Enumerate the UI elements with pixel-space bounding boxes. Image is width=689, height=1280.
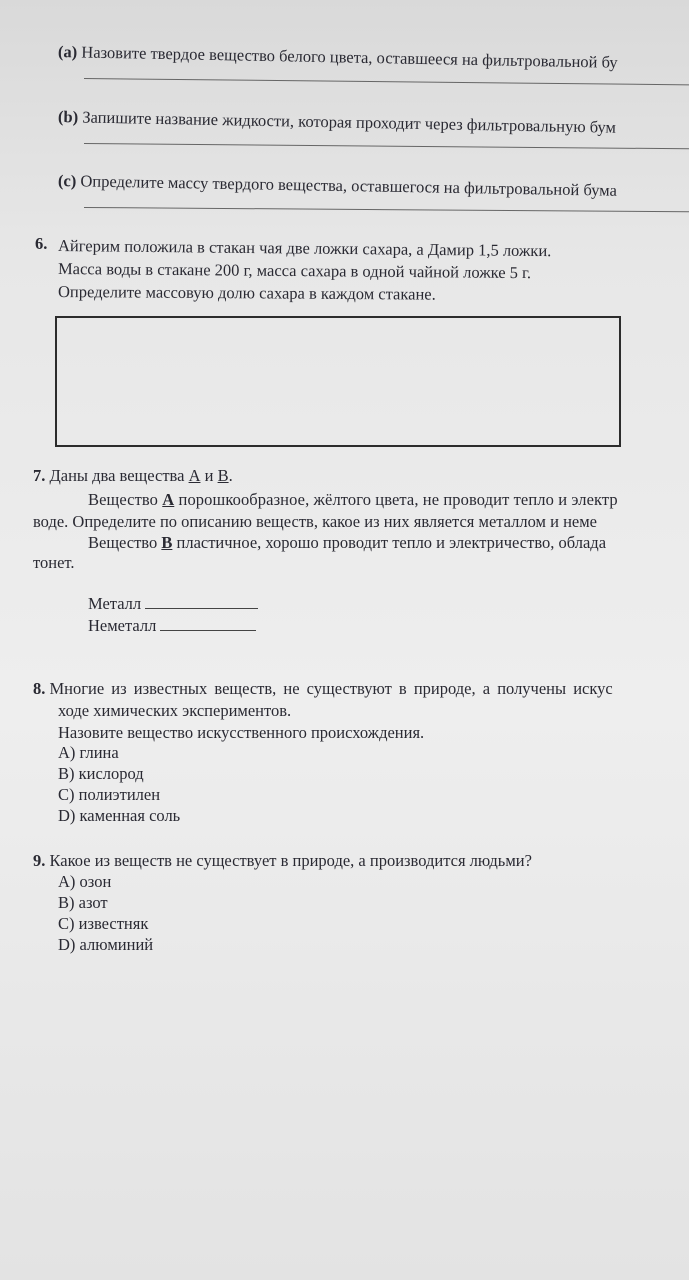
q5b-line: [58, 107, 616, 138]
q7-dot: .: [228, 466, 233, 485]
q5b-answer-line[interactable]: [84, 143, 689, 149]
q7-a1-pre: Вещество: [88, 490, 159, 509]
q5b-text: Запишите название жидкости, которая проходит через фильтровальную бум: [82, 107, 617, 137]
q8-option-c[interactable]: С) полиэтилен: [58, 785, 161, 804]
q7-number: 7.: [33, 466, 46, 485]
q7-a1-post: порошкообразное, жёлтого цвета, не проводит тепло и электр: [178, 490, 618, 509]
q9-option-d[interactable]: D) алюминий: [58, 935, 154, 954]
q7-intro-line: [33, 466, 233, 486]
q5a-answer-line[interactable]: [84, 78, 689, 85]
q7-nonmetal-answer-line[interactable]: [160, 616, 256, 631]
q5c-letter: (с): [57, 171, 77, 191]
q5c-answer-line[interactable]: [84, 207, 689, 212]
q6-answer-box[interactable]: [55, 316, 621, 447]
q9-question-line: [33, 851, 532, 871]
q8-line-3: Назовите вещество искусственного происхождения.: [58, 723, 425, 742]
q8-line-1: [33, 679, 613, 699]
q8-line-2: ходе химических экспериментов.: [58, 701, 292, 720]
q7-nonmetal-label: Неметалл: [88, 616, 157, 635]
q5c-text: Определите массу твердого вещества, оставшегося на фильтровальной бума: [80, 171, 618, 200]
q6-number: 6.: [35, 234, 48, 253]
q7-line-a1: [88, 490, 618, 510]
q9-question: Какое из веществ не существует в природе, а производится людьми?: [49, 851, 532, 870]
q9-option-c[interactable]: С) известняк: [58, 914, 149, 933]
q5a-text: Назовите твердое вещество белого цвета, оставшееся на фильтровальной бу: [81, 42, 618, 72]
q7-b1-post: пластичное, хорошо проводит тепло и электричество, облада: [176, 533, 607, 552]
q7-metal-row: [88, 594, 258, 614]
q5a-line: [58, 42, 618, 73]
q7-metal-answer-line[interactable]: [145, 594, 258, 609]
q8-option-b[interactable]: В) кислород: [58, 764, 144, 783]
q5a-letter: (а): [57, 42, 78, 62]
q7-line-b2: тонет.: [33, 553, 75, 572]
q8-option-d[interactable]: D) каменная соль: [58, 806, 181, 825]
q9-number: 9.: [33, 851, 46, 870]
q7-line-b1: [88, 533, 606, 553]
q6-line-3: Определите массовую долю сахара в каждом стакане.: [57, 282, 436, 304]
q8-text-1: Многие из известных веществ, не существуют в природе, а получены искус: [49, 679, 613, 698]
q7-metal-label: Металл: [88, 594, 142, 613]
q7-line-a2: воде. Определите по описанию веществ, какое из них является металлом и неме: [33, 512, 597, 531]
q8-number: 8.: [33, 679, 46, 698]
q7-substance-a: А: [188, 466, 201, 485]
q5c-line: [58, 171, 617, 201]
q6-line-2: Масса воды в стакане 200 г, масса сахара в одной чайной ложке 5 г.: [57, 259, 532, 283]
q9-option-a[interactable]: А) озон: [58, 872, 112, 891]
q6-line-1: Айгерим положила в стакан чая две ложки сахара, а Дамир 1,5 ложки.: [57, 236, 552, 261]
q7-b1-letter: В: [161, 533, 173, 552]
q8-option-a[interactable]: А) глина: [58, 743, 119, 762]
q7-nonmetal-row: [88, 616, 256, 636]
q5b-letter: (b): [57, 107, 79, 127]
q7-substance-b: В: [217, 466, 229, 485]
q7-intro: Даны два вещества: [49, 466, 185, 485]
q7-and: и: [204, 466, 214, 485]
q9-option-b[interactable]: В) азот: [58, 893, 108, 912]
q7-a1-letter: А: [162, 490, 175, 509]
q7-b1-pre: Вещество: [88, 533, 158, 552]
